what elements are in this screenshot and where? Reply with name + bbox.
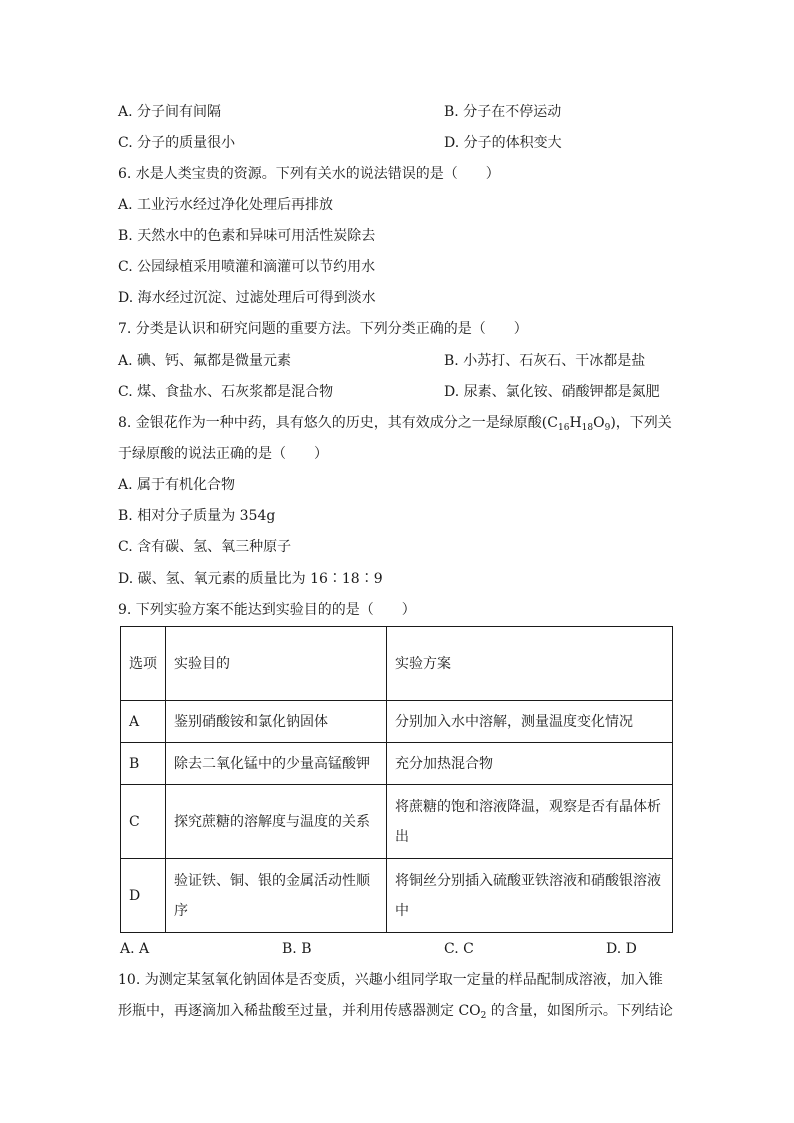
table-cell: A [121,701,166,743]
table-cell: 鉴别硝酸铵和氯化钠固体 [166,701,387,743]
q8-option-c: C. 含有碳、氢、氧三种原子 [118,539,292,555]
q7-option-b: B. 小苏打、石灰石、干冰都是盐 [444,353,646,369]
formula-element: H [569,415,582,431]
q9-option-b: B. B [282,941,312,957]
table-cell: C [121,785,166,859]
table-header-cell: 实验方案 [387,627,673,701]
q10-stem-line2 [118,1001,673,1026]
q8-stem-line1 [118,413,672,438]
q7-option-a: A. 碘、钙、氟都是微量元素 [118,353,292,369]
q9-option-c: C. C [444,941,474,957]
q5-option-b: B. 分子在不停运动 [444,104,562,120]
q6-stem: 6. 水是人类宝贵的资源。下列有关水的说法错误的是（ ） [118,166,500,182]
table-cell: 除去二氧化锰中的少量高锰酸钾 [166,743,387,785]
q7-option-d: D. 尿素、氯化铵、硝酸钾都是氮肥 [444,384,660,400]
q9-option-a: A. A [120,941,150,957]
q9-stem: 9. 下列实验方案不能达到实验目的的是（ ） [118,602,416,618]
q10-stem-line1: 10. 为测定某氢氧化钠固体是否变质，兴趣小组同学取一定量的样品配制成溶液，加入锥 [118,972,663,988]
q5-option-d: D. 分子的体积变大 [444,135,562,151]
q9-option-d: D. D [606,941,637,957]
table-cell: 将蔗糖的饱和溶液降温，观察是否有晶体析出 [387,785,673,859]
q8-stem-text: 8. 金银花作为一种中药，具有悠久的历史，其有效成分之一是绿原酸(C [118,415,558,431]
formula-subscript: 9 [604,423,611,433]
q6-option-c: C. 公园绿植采用喷灌和滴灌可以节约用水 [118,259,376,275]
table-cell: 探究蔗糖的溶解度与温度的关系 [166,785,387,859]
experiment-table [120,626,673,933]
q10-stem-text: 形瓶中，再逐滴加入稀盐酸至过量，并利用传感器测定 CO [118,1003,481,1019]
table-cell: 充分加热混合物 [387,743,673,785]
table-cell: 验证铁、铜、银的金属活动性顺序 [166,859,387,933]
table-header-cell: 实验目的 [166,627,387,701]
q7-stem: 7. 分类是认识和研究问题的重要方法。下列分类正确的是（ ） [118,321,528,337]
q8-stem-line2: 于绿原酸的说法正确的是（ ） [118,446,328,462]
q8-option-b: B. 相对分子质量为 354g [118,508,276,524]
table-row [121,701,673,743]
q6-option-b: B. 天然水中的色素和异味可用活性炭除去 [118,228,376,244]
q8-option-a: A. 属于有机化合物 [118,477,236,493]
formula-subscript: 16 [557,423,570,433]
q7-option-c: C. 煤、食盐水、石灰浆都是混合物 [118,384,334,400]
formula-element: O [593,415,605,431]
table-header-row [121,627,673,701]
table-row [121,859,673,933]
table-cell: D [121,859,166,933]
q6-option-a: A. 工业污水经过净化处理后再排放 [118,197,334,213]
q8-option-d: D. 碳、氢、氧元素的质量比为 16∶18∶9 [118,571,383,587]
table-header-cell: 选项 [121,627,166,701]
table-row [121,743,673,785]
q8-stem-text: )，下列关 [610,415,672,431]
q6-option-d: D. 海水经过沉淀、过滤处理后可得到淡水 [118,290,376,306]
formula-subscript: 2 [480,1011,487,1021]
table-row [121,785,673,859]
table-cell: B [121,743,166,785]
formula-subscript: 18 [581,423,594,433]
q5-option-c: C. 分子的质量很小 [118,135,236,151]
table-cell: 分别加入水中溶解，测量温度变化情况 [387,701,673,743]
table-cell: 将铜丝分别插入硫酸亚铁溶液和硝酸银溶液中 [387,859,673,933]
q10-stem-text: 的含量，如图所示。下列结论 [486,1003,673,1019]
q5-option-a: A. 分子间有间隔 [118,104,222,120]
